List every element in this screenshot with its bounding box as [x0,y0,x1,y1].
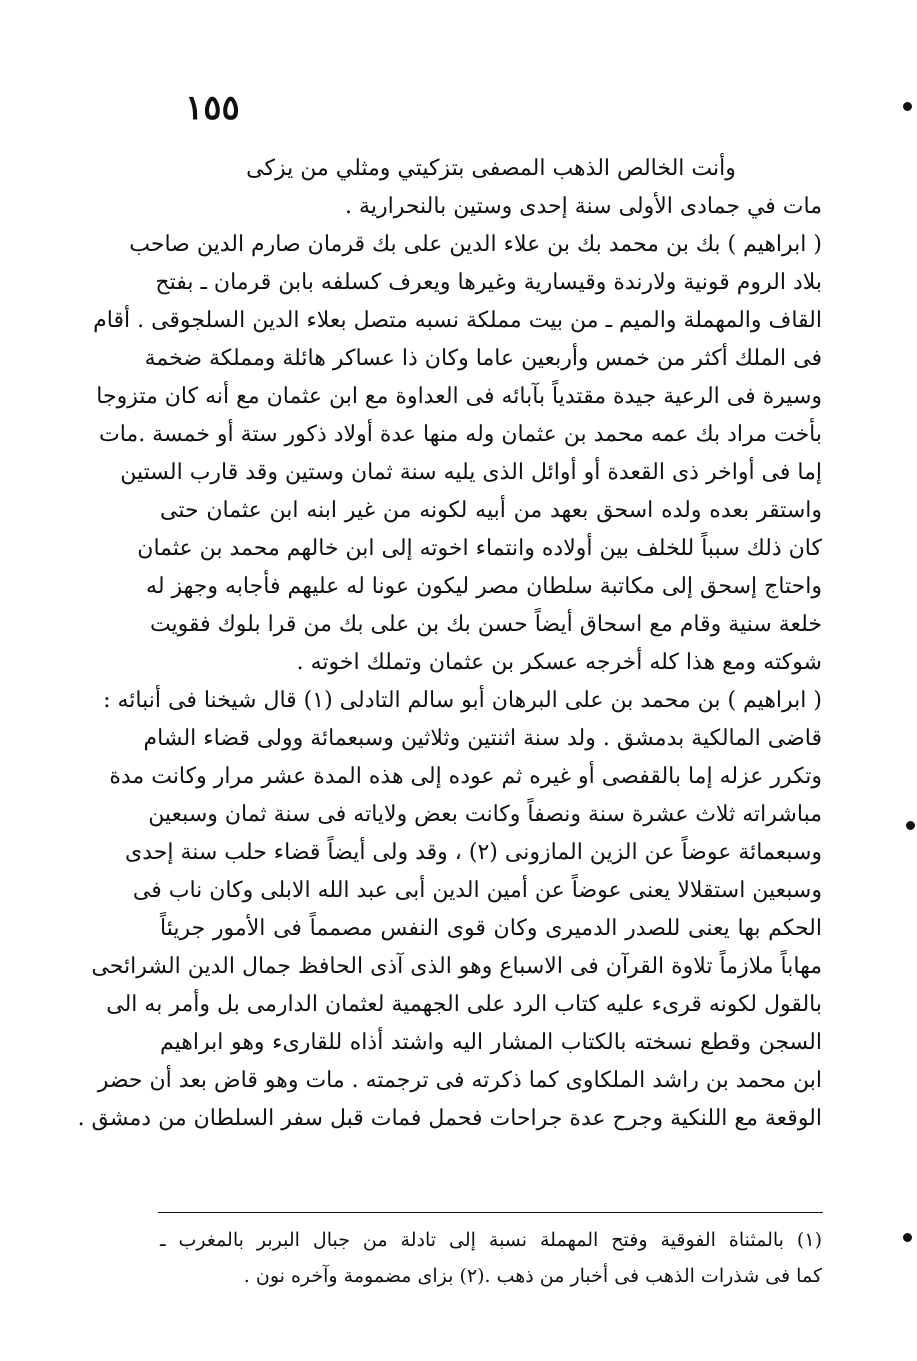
text-line: الحكم بها يعنى للصدر الدميرى وكان قوى النفس مصمماً فى الأمور جريئاً [160,916,822,941]
text-line: واحتاج إسحق إلى مكاتبة سلطان مصر ليكون عونا له عليهم فأجابه وجهز له [146,574,822,599]
text-line: وسيرة فى الرعية جيدة مقتدياً بآبائه فى العداوة مع ابن عثمان مع أنه كان متزوجا [96,384,822,409]
text-line: فى الملك أكثر من خمس وأربعين عاما وكان ذا عساكر هائلة ومملكة ضخمة [144,346,822,371]
text-line: مات في جمادى الأولى سنة إحدى وستين بالنحرارية . [345,194,822,219]
footnote-line: كما فى شذرات الذهب فى أخبار من ذهب .(٢) بزاى مضمومة وآخره نون . [243,1265,822,1287]
text-line: بالقول لكونه قرىء عليه كتاب الرد على الجهمية لعثمان الدارمى بل وأمر به الى [106,992,822,1017]
text-line: إما فى أواخر ذى القعدة أو أوائل الذى يليه سنة ثمان وستين وقد قارب الستين [120,460,822,485]
footnote-line: (١) بالمثناة الفوقية وفتح المهملة نسبة إلى تادلة من جبال البربر بالمغرب ـ [160,1229,822,1251]
text-line: بلاد الروم قونية ولارندة وقيسارية وغيرها ويعرف كسلفه بابن قرمان ـ بفتح [155,270,822,295]
text-line: واستقر بعده ولده اسحق بعهد من أبيه لكونه من غير ابنه ابن عثمان حتى [160,498,822,523]
footnotes [160,1222,822,1294]
text-line: وسبعين استقلالا يعنى عوضاً عن أمين الدين أبى عبد الله الابلى وكان ناب فى [132,878,822,903]
text-line: الوقعة مع اللنكية وجرح عدة جراحات فحمل فمات قبل سفر السلطان من دمشق . [77,1106,822,1131]
verse-line: وأنت الخالص الذهب المصفى بتزكيتي ومثلي من يزكى [246,156,736,181]
binding-hole-mark [903,1233,912,1242]
text-line: ابن محمد بن راشد الملكاوى كما ذكرته فى ترجمته . مات وهو قاض بعد أن حضر [97,1068,822,1093]
entry-heading-line: ( ابراهيم ) بك بن محمد بك بن علاء الدين على بك قرمان صارم الدين صاحب [129,232,822,257]
main-text [77,150,822,1138]
text-line: القاف والمهملة والميم ـ من بيت مملكة نسبه متصل بعلاء الدين السلجوقى . أقام [93,308,822,333]
text-line: كان ذلك سبباً للخلف بين أولاده وانتماء اخوته إلى ابن خالهم محمد بن عثمان [137,536,822,561]
text-line: خلعة سنية وقام مع اسحاق أيضاً حسن بك بن على بك من قرا بلوك فقويت [149,612,822,637]
binding-hole-mark [903,102,912,111]
text-line: شوكته ومع هذا كله أخرجه عسكر بن عثمان وتملك اخوته . [296,650,822,675]
binding-hole-mark [906,821,915,830]
text-line: مباشراته ثلاث عشرة سنة ونصفاً وكانت بعض ولاياته فى سنة ثمان وسبعين [148,802,822,827]
entry-heading-line: ( ابراهيم ) بن محمد بن على البرهان أبو سالم التادلى (١) قال شيخنا فى أنبائه : [103,688,822,713]
footnote-divider [158,1212,823,1213]
text-line: قاضى المالكية بدمشق . ولد سنة اثنتين وثلاثين وسبعمائة وولى قضاء الشام [143,726,822,751]
text-line: مهاباً ملازماً تلاوة القرآن فى الاسباع وهو الذى آذى الحافظ جمال الدين الشرائحى [91,954,822,979]
page-number: ١٥٥ [185,88,240,128]
text-line: بأخت مراد بك عمه محمد بن عثمان وله منها عدة أولاد ذكور ستة أو خمسة .مات [99,422,822,447]
text-line: وتكرر عزله إما بالقفصى أو غيره ثم عوده إلى هذه المدة عشر مرار وكانت مدة [109,764,822,789]
text-line: السجن وقطع نسخته بالكتاب المشار اليه واشتد أذاه للقارىء وهو ابراهيم [160,1030,822,1055]
text-line: وسبعمائة عوضاً عن الزين المازونى (٢) ، وقد ولى أيضاً قضاء حلب سنة إحدى [124,840,822,865]
